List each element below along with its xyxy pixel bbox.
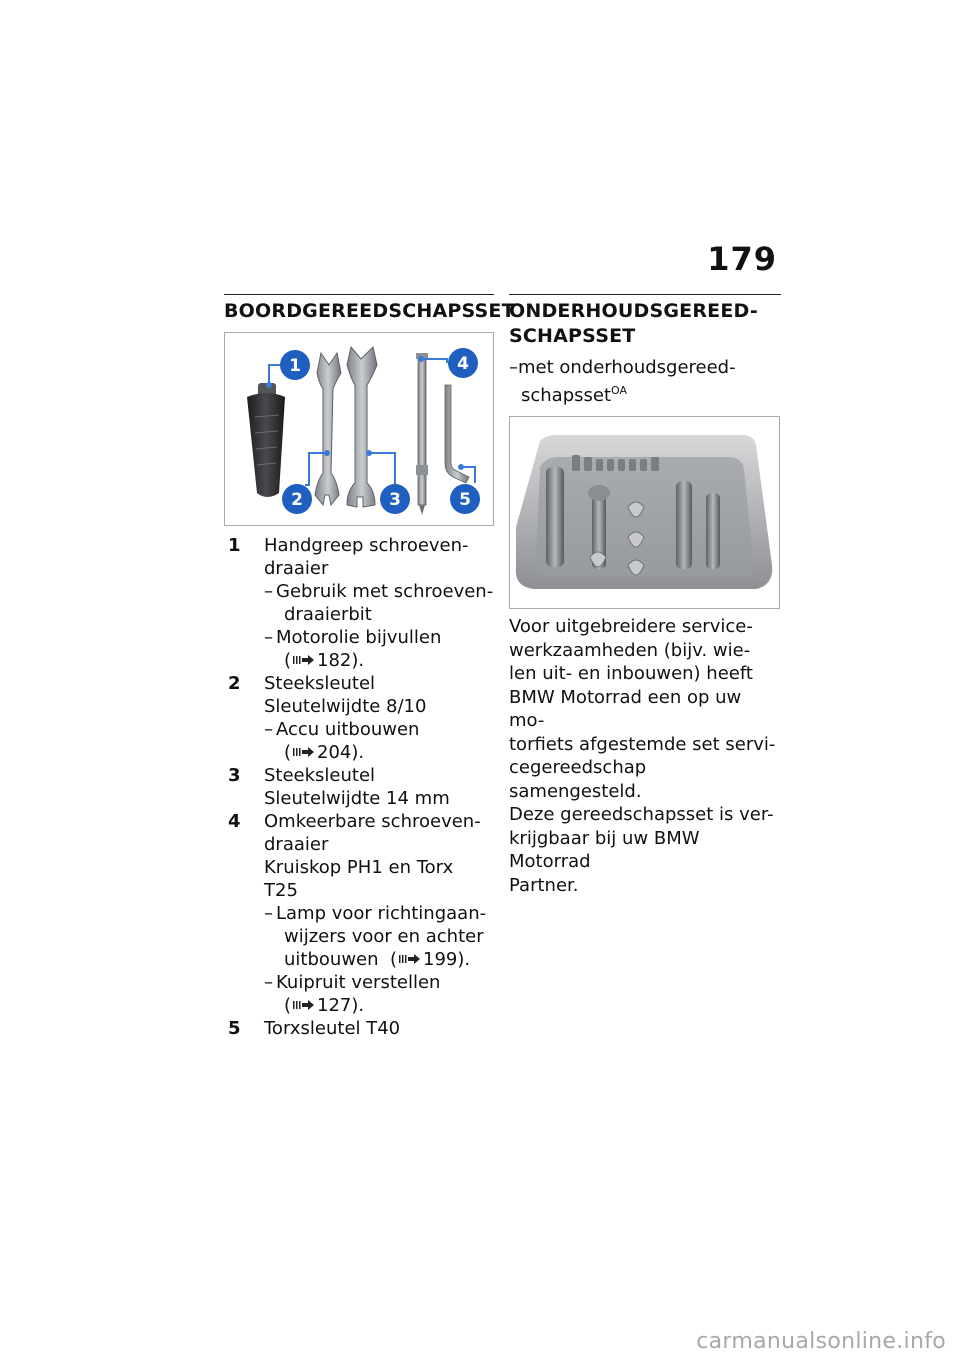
wrench-14-shape	[347, 347, 377, 507]
item-text: Handgreep schroeven-	[264, 535, 469, 556]
sub-text: Kuipruit verstellen	[276, 972, 441, 993]
heading-line: ONDERHOUDSGEREED-	[509, 300, 758, 322]
sub-bullet: – Lamp voor richtingaan- wijzers voor en achter uitbouwen ( 199).	[264, 902, 494, 971]
item-number: 1	[228, 535, 241, 556]
service-kit-description	[509, 615, 781, 897]
sub-text: Lamp voor richtingaan-	[276, 903, 487, 924]
callout-3	[380, 484, 410, 514]
item-number: 2	[228, 673, 241, 694]
item-text: Torxsleutel T40	[264, 1018, 401, 1039]
callout-label: 2	[291, 490, 303, 510]
callout-label: 4	[457, 354, 469, 374]
item-text: Omkeerbare schroeven-	[264, 811, 481, 832]
paragraph-line: len uit- en inbouwen) heeft	[509, 663, 753, 684]
footer-watermark: carmanualsonline.info	[696, 1329, 946, 1354]
left-column	[224, 294, 515, 1040]
sub-bullet: – Kuipruit verstellen ( 127).	[264, 972, 441, 1016]
list-item	[224, 534, 494, 672]
sub-text: Motorolie bijvullen	[276, 627, 442, 648]
paragraph-line: werkzaamheden (bijv. wie-	[509, 639, 751, 661]
bullet-text: met onderhoudsgereed-	[518, 357, 736, 378]
item-text: Sleutelwijdte 8/10	[264, 696, 427, 717]
callout-label: 5	[459, 490, 471, 510]
toolkit-figure	[224, 332, 494, 526]
list-item	[224, 764, 494, 810]
callout-label: 3	[389, 490, 401, 510]
callout-5	[450, 484, 480, 514]
reversible-screwdriver-shape	[416, 353, 428, 515]
paragraph-line: krijgbaar bij uw BMW Motorrad	[509, 827, 700, 872]
sub-text: Gebruik met schroeven-	[276, 581, 494, 602]
tool-item-list	[224, 534, 494, 1040]
screwdriver-handle-shape	[247, 383, 285, 497]
paragraph-line: Partner.	[509, 874, 579, 896]
sub-text: wijzers voor en achter	[284, 926, 484, 947]
torx-key-shape	[445, 385, 469, 483]
sub-bullet: – Accu uitbouwen ( 204).	[264, 719, 420, 763]
item-number: 3	[228, 765, 241, 786]
section-rule	[224, 294, 494, 295]
callout-2	[282, 484, 312, 514]
sub-text: draaierbit	[284, 604, 372, 625]
paragraph-line: Voor uitgebreidere service-	[509, 616, 753, 637]
right-column	[509, 294, 781, 897]
page-number: 179	[707, 240, 777, 278]
item-text: Steeksleutel	[264, 673, 376, 694]
option-bullet: –met onderhoudsgereed- schapsset$^{OA}$	[509, 357, 736, 406]
page-ref-link[interactable]: ( 127).	[284, 995, 365, 1016]
sub-text: uitbouwen	[284, 949, 379, 970]
callout-1	[280, 350, 310, 380]
list-item	[224, 672, 494, 764]
page-ref-text: 127).	[317, 995, 365, 1016]
callout-label: 1	[289, 356, 301, 376]
page-reference-arrow-icon	[291, 745, 317, 759]
service-kit-figure	[509, 416, 780, 609]
page-reference-arrow-icon	[397, 952, 423, 966]
page-reference-arrow-icon	[291, 653, 317, 667]
callout-4	[448, 348, 478, 378]
section-heading-service-kit	[509, 299, 781, 349]
page-ref-text: 199).	[423, 949, 471, 970]
sub-bullet: – Gebruik met schroeven- draaierbit	[264, 581, 494, 625]
sub-bullet: – Motorolie bijvullen ( 182).	[264, 627, 442, 671]
page-ref-link[interactable]: ( 199).	[389, 949, 471, 970]
section-heading-toolkit: BOORDGEREEDSCHAPSSET	[224, 300, 515, 322]
list-item	[224, 810, 494, 1017]
page-reference-arrow-icon	[291, 998, 317, 1012]
bullet-text: schapsset	[521, 385, 612, 406]
list-item	[224, 1017, 494, 1040]
paragraph-line: BMW Motorrad een op uw mo-	[509, 686, 742, 731]
page-ref-text: 182).	[317, 650, 365, 671]
item-text: draaier	[264, 834, 329, 855]
heading-line: SCHAPSSET	[509, 325, 636, 347]
paragraph-line: Deze gereedschapsset is ver-	[509, 804, 774, 825]
page-ref-text: 204).	[317, 742, 365, 763]
item-text: Sleutelwijdte 14 mm	[264, 788, 450, 809]
item-text: draaier	[264, 558, 329, 579]
item-text: Steeksleutel	[264, 765, 376, 786]
section-rule	[509, 294, 781, 295]
page-ref-link[interactable]: ( 204).	[284, 742, 365, 763]
wrench-8-10-shape	[315, 353, 341, 505]
item-text: T25	[264, 880, 298, 901]
item-number: 4	[228, 811, 241, 832]
item-number: 5	[228, 1018, 241, 1039]
sub-text: Accu uitbouwen	[276, 719, 420, 740]
item-text: Kruiskop PH1 en Torx	[264, 857, 454, 878]
page-ref-link[interactable]: ( 182).	[284, 650, 365, 671]
optional-accessory-mark: OA	[611, 384, 628, 397]
paragraph-line: cegereedschap samengesteld.	[509, 757, 647, 802]
toolkit-illustration	[225, 333, 493, 525]
service-kit-illustration	[510, 417, 779, 608]
paragraph-line: torfiets afgestemde set servi-	[509, 733, 776, 755]
